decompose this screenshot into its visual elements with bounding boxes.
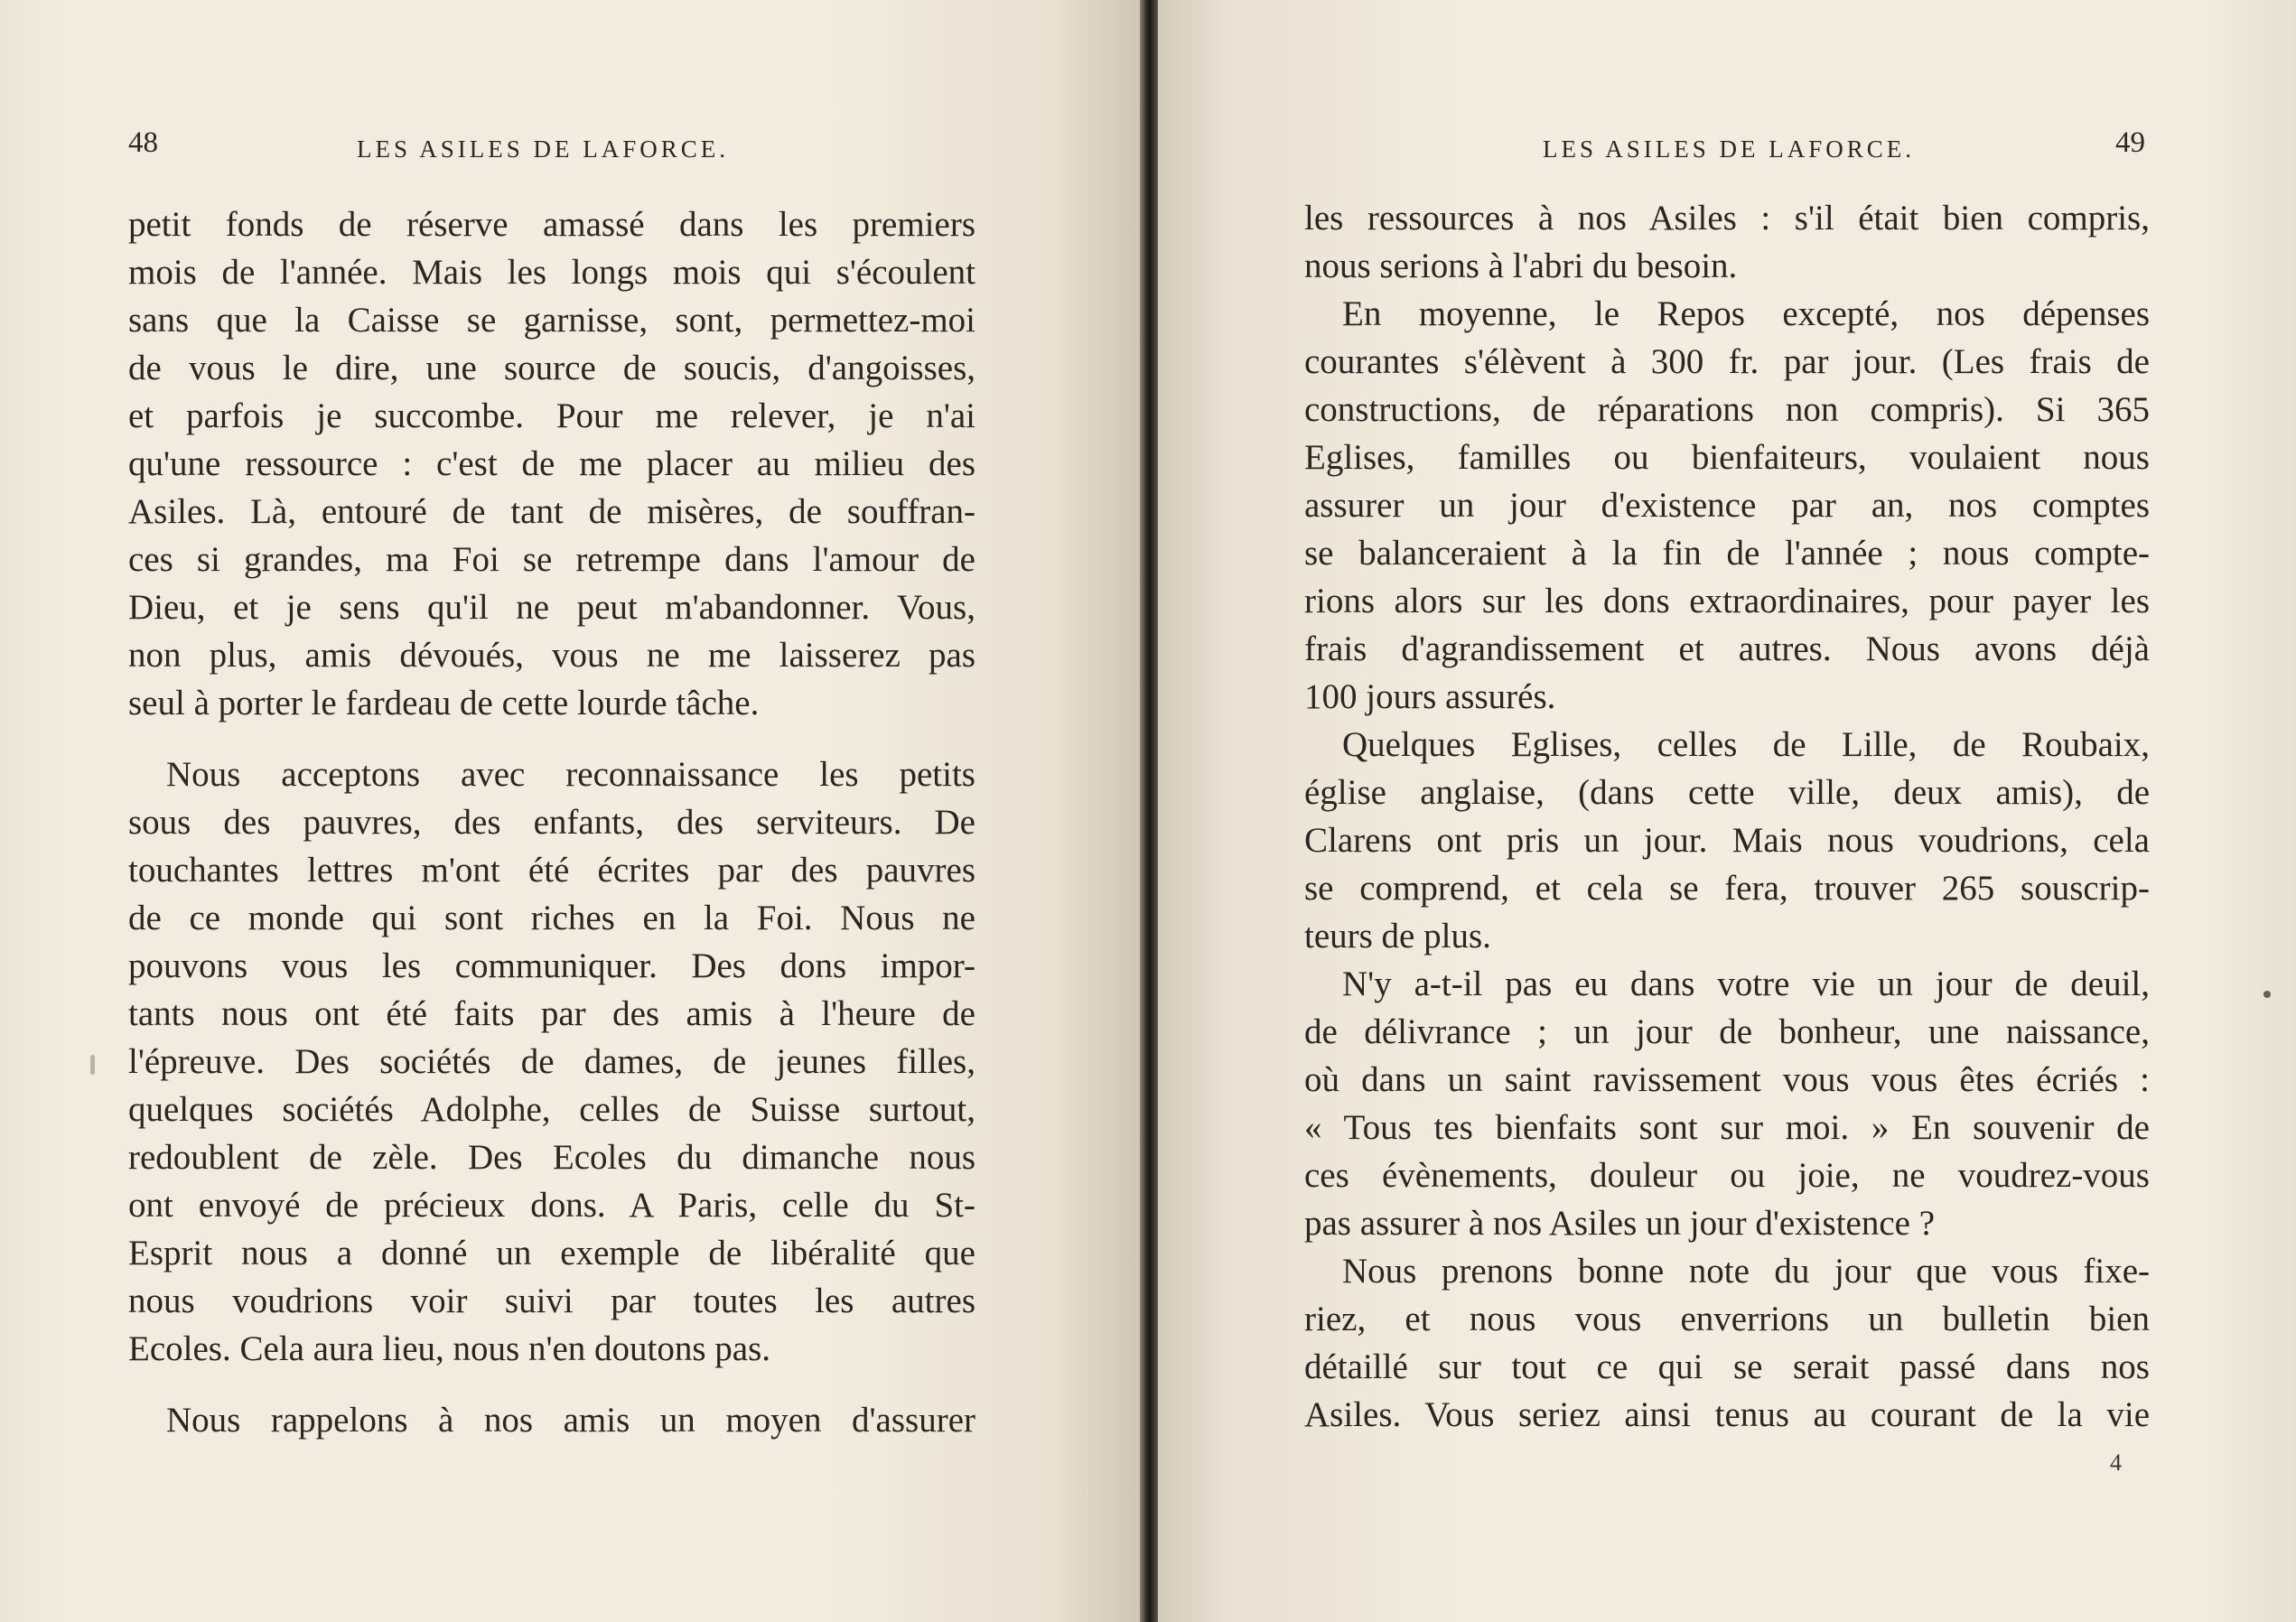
left-page [0,0,1140,1622]
text-line: « Tous tes bienfaits sont sur moi. » En souvenir de [1304,1108,2150,1147]
text-line: sans que la Caisse se garnisse, sont, permettez-moi [128,301,975,340]
text-line: tants nous ont été faits par des amis à l'heure de [128,994,975,1033]
text-line: En moyenne, le Repos excepté, nos dépenses [1342,294,2150,333]
text-line: Eglises, familles ou bienfaiteurs, voulaient nous [1304,438,2150,477]
text-line: Nous prenons bonne note du jour que vous fixe- [1342,1252,2150,1291]
right-paragraph-5 [1304,1247,2150,1439]
text-line: nous serions à l'abri du besoin. [1304,247,1738,285]
text-line: riez, et nous vous enverrions un bulletin bien [1304,1300,2150,1338]
text-line: de délivrance ; un jour de bonheur, une naissance, [1304,1012,2150,1051]
text-line: qu'une ressource : c'est de me placer au milieu des [128,444,975,483]
text-line: quelques sociétés Adolphe, celles de Suisse surtout, [128,1090,975,1129]
text-line: ces si grandes, ma Foi se retrempe dans l'amour de [128,540,975,579]
right-running-head: LES ASILES DE LAFORCE. [1543,135,1916,163]
page-blemish [90,1055,95,1075]
text-line: rions alors sur les dons extraordinaires, pour payer les [1304,582,2150,620]
text-line: non plus, amis dévoués, vous ne me laisserez pas [128,636,975,675]
text-line: mois de l'année. Mais les longs mois qui s'écoulent [128,253,975,292]
left-paragraph-3 [128,1396,975,1444]
text-line: Nous acceptons avec reconnaissance les petits [166,755,975,794]
text-line: de vous le dire, une source de soucis, d'angoisses, [128,349,975,387]
text-line: 100 jours assurés. [1304,677,1556,716]
text-line: ont envoyé de précieux dons. A Paris, celle du St- [128,1186,975,1225]
text-line: les ressources à nos Asiles : s'il était bien compris, [1304,199,2150,238]
right-paragraph-1 [1304,194,2150,290]
text-line: Asiles. Vous seriez ainsi tenus au courant de la vie [1304,1395,2150,1434]
text-line: petit fonds de réserve amassé dans les premiers [128,205,975,244]
text-line: église anglaise, (dans cette ville, deux amis), de [1304,773,2150,812]
left-paragraph-1 [128,200,975,727]
text-line: où dans un saint ravissement vous vous êtes écriés : [1304,1060,2150,1099]
text-line: sous des pauvres, des enfants, des serviteurs. De [128,803,975,842]
text-line: se comprend, et cela se fera, trouver 265 souscrip- [1304,869,2150,908]
right-paragraph-4 [1304,960,2150,1247]
text-line: frais d'agrandissement et autres. Nous avons déjà [1304,629,2150,668]
text-line: Esprit nous a donné un exemple de libéralité que [128,1234,975,1272]
text-line: redoublent de zèle. Des Ecoles du dimanche nous [128,1138,975,1177]
text-line: assurer un jour d'existence par an, nos comptes [1304,486,2150,525]
text-line: pas assurer à nos Asiles un jour d'existence ? [1304,1204,1936,1243]
text-line: teurs de plus. [1304,917,1491,955]
right-paragraph-2 [1304,290,2150,721]
page-speck [2263,991,2271,998]
text-line: Nous rappelons à nos amis un moyen d'assurer [166,1401,975,1440]
text-line: pouvons vous les communiquer. Des dons impor- [128,946,975,985]
text-line: courantes s'élèvent à 300 fr. par jour. (Les frais de [1304,342,2150,381]
book-gutter [1140,0,1158,1622]
left-paragraph-2 [128,750,975,1373]
text-line: Dieu, et je sens qu'il ne peut m'abandonner. Vous, [128,588,975,627]
text-line: de ce monde qui sont riches en la Foi. Nous ne [128,899,975,937]
right-page [1158,0,2296,1622]
text-line: Quelques Eglises, celles de Lille, de Roubaix, [1342,725,2150,764]
text-line: l'épreuve. Des sociétés de dames, de jeunes filles, [128,1042,975,1081]
signature-mark: 4 [2110,1450,2122,1476]
text-line: détaillé sur tout ce qui se serait passé dans nos [1304,1347,2150,1386]
text-line: Ecoles. Cela aura lieu, nous n'en doutons pas. [128,1329,771,1368]
right-paragraph-3 [1304,721,2150,960]
left-page-number: 48 [128,126,158,159]
right-page-number: 49 [2115,126,2145,159]
text-line: Asiles. Là, entouré de tant de misères, de souffran- [128,492,975,531]
text-line: nous voudrions voir suivi par toutes les autres [128,1282,975,1320]
text-line: et parfois je succombe. Pour me relever, je n'ai [128,396,975,435]
text-line: constructions, de réparations non compris). Si 365 [1304,390,2150,429]
text-line: ces évènements, douleur ou joie, ne voudrez-vous [1304,1156,2150,1195]
left-text-block [128,200,975,1444]
right-text-block [1304,194,2150,1439]
left-running-head: LES ASILES DE LAFORCE. [357,135,730,163]
text-line: se balanceraient à la fin de l'année ; nous compte- [1304,534,2150,573]
text-line: seul à porter le fardeau de cette lourde tâche. [128,684,760,722]
text-line: N'y a-t-il pas eu dans votre vie un jour de deuil, [1342,965,2150,1003]
text-line: touchantes lettres m'ont été écrites par des pauvres [128,851,975,890]
text-line: Clarens ont pris un jour. Mais nous voudrions, cela [1304,821,2150,860]
